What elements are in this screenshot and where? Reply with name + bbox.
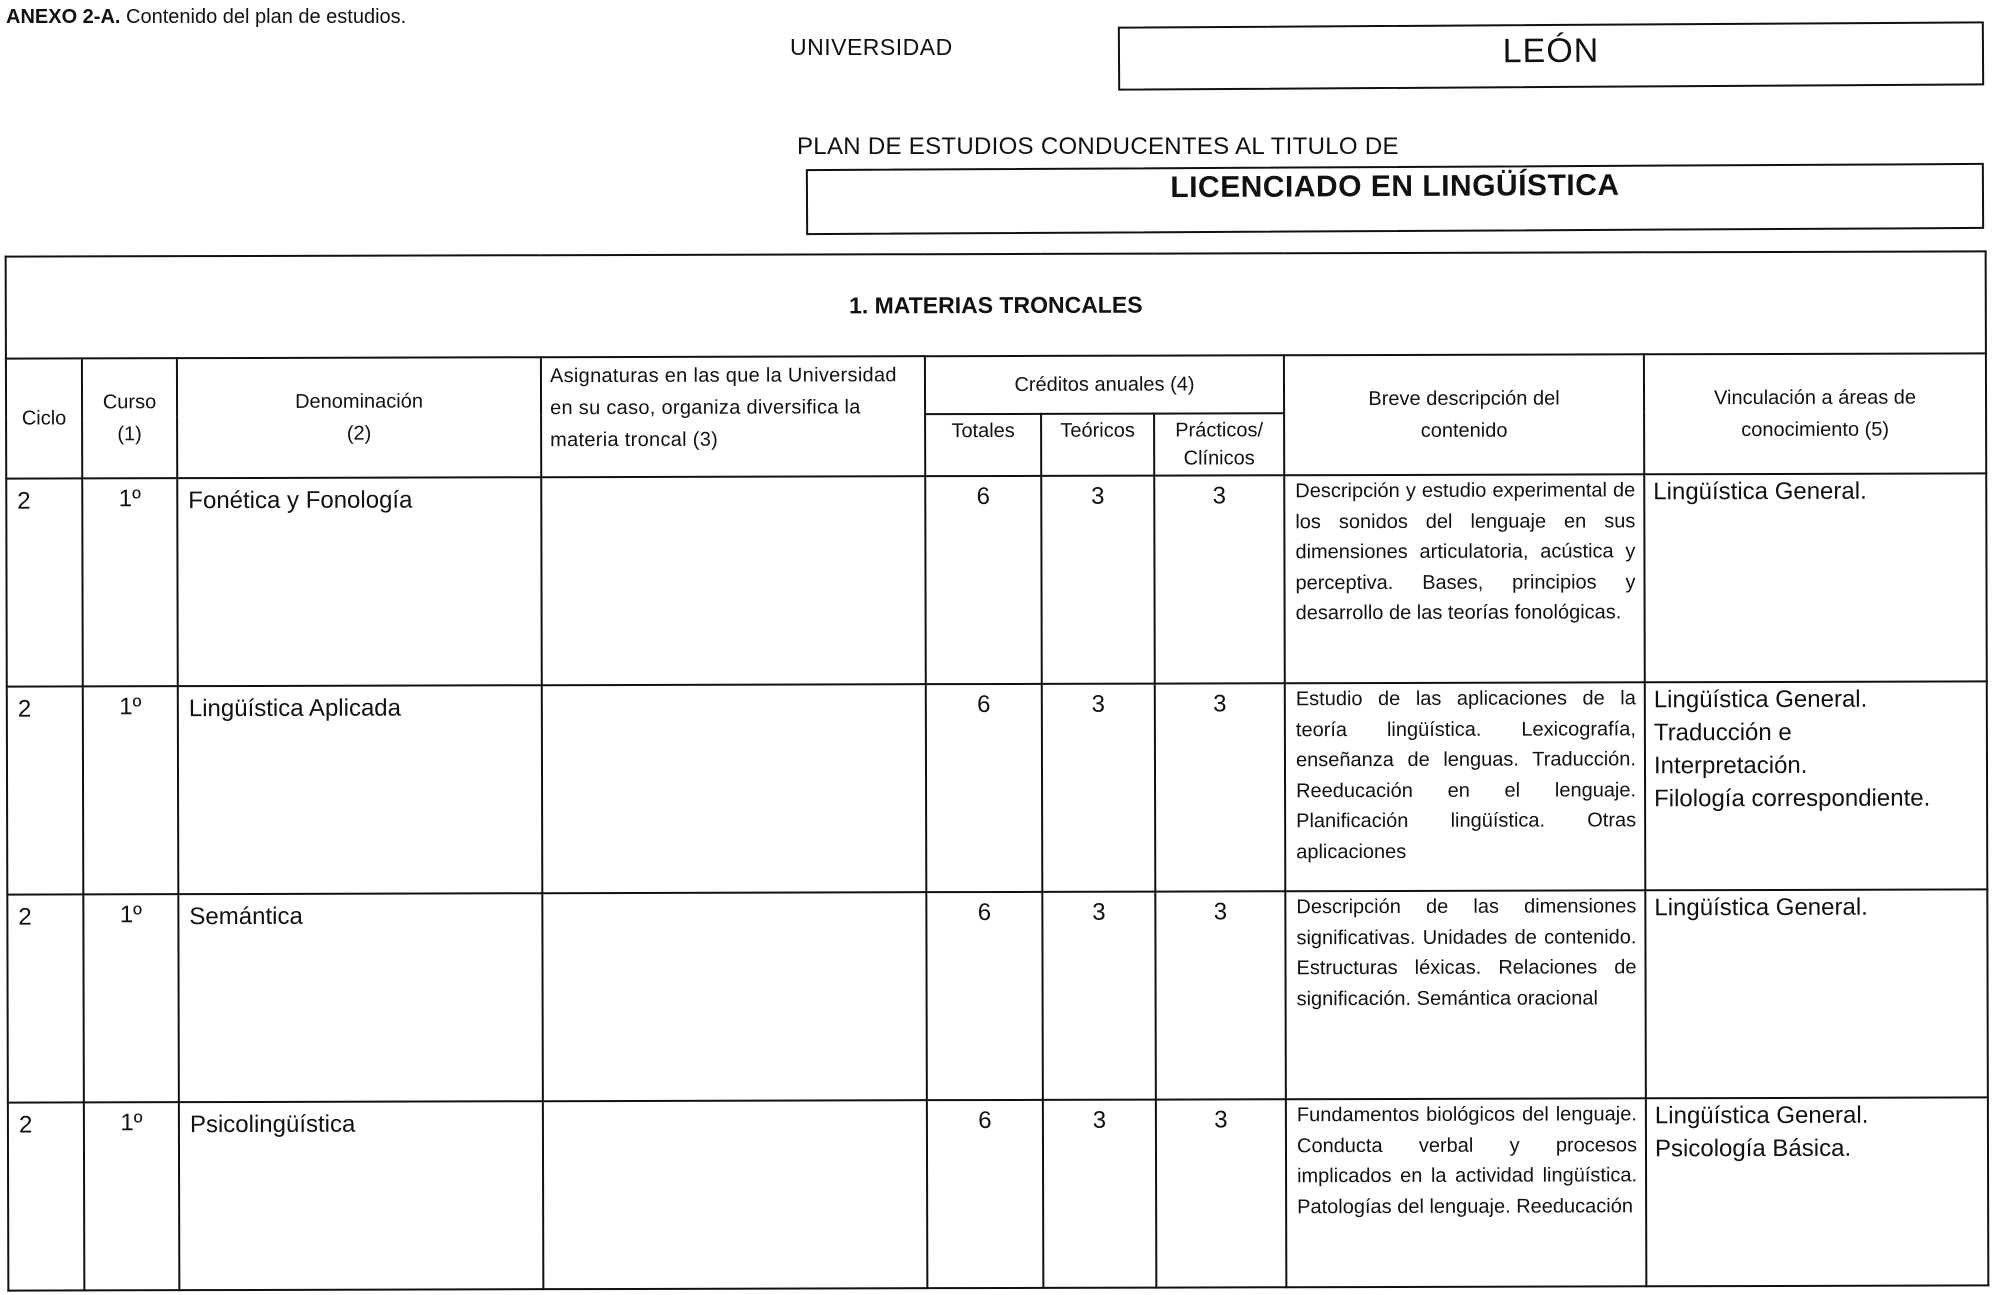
cell-teoricos: 3 xyxy=(1041,476,1155,684)
cell-practicos: 3 xyxy=(1155,683,1286,891)
university-label: UNIVERSIDAD xyxy=(790,34,953,60)
university-box xyxy=(1118,21,1984,90)
cell-vinculacion: Lingüística General. Traducción e Interpretación. Filología correspondiente. xyxy=(1645,681,1988,890)
degree-title-box xyxy=(806,163,1984,235)
table-row xyxy=(7,889,1988,1102)
cell-teoricos: 3 xyxy=(1042,684,1156,892)
cell-denominacion: Psicolingüística xyxy=(179,1101,543,1290)
cell-descripcion: Descripción y estudio experimental de los sonidos del lenguaje en sus dimensiones articulatoria, acústica y perceptiva. Bases, principios y desarrollo de las teorías fonológicas. xyxy=(1284,474,1645,683)
degree-title: LICENCIADO EN LINGÜÍSTICA xyxy=(1170,168,1620,205)
cell-asignaturas xyxy=(541,476,926,685)
cell-curso: 1º xyxy=(83,894,179,1102)
header-teoricos: Teóricos xyxy=(1041,414,1154,476)
annex-description: Contenido del plan de estudios. xyxy=(120,6,407,28)
cell-descripcion: Fundamentos biológicos del lenguaje. Conducta verbal y procesos implicados en la actividad lingüística. Patologías del lenguaje. Reeducación xyxy=(1286,1098,1646,1287)
cell-denominacion: Lingüística Aplicada xyxy=(178,685,543,894)
header-totales: Totales xyxy=(925,414,1041,476)
table-body xyxy=(6,251,1989,1290)
cell-ciclo: 2 xyxy=(7,686,84,894)
cell-ciclo: 2 xyxy=(7,894,84,1102)
cell-asignaturas xyxy=(542,684,927,893)
header-asignaturas: Asignaturas en las que la Universidad en su caso, organiza diversifica la materia troncal (3) xyxy=(541,356,925,477)
annex-title xyxy=(6,6,406,29)
cell-descripcion: Descripción de las dimensiones significativas. Unidades de contenido. Estructuras léxicas. Relaciones de significación. Semántica oracional xyxy=(1285,890,1646,1099)
cell-vinculacion: Lingüística General. xyxy=(1644,473,1987,682)
plan-label: PLAN DE ESTUDIOS CONDUCENTES AL TITULO DE xyxy=(797,133,1399,160)
header-denominacion: Denominación (2) xyxy=(177,357,541,478)
cell-practicos: 3 xyxy=(1156,1099,1286,1287)
header-practicos: Prácticos/ Clínicos xyxy=(1154,413,1284,475)
header-ciclo: Ciclo xyxy=(6,358,82,478)
header-vinculacion: Vinculación a áreas de conocimiento (5) xyxy=(1644,353,1986,474)
cell-ciclo: 2 xyxy=(6,478,83,686)
cell-totales: 6 xyxy=(927,1100,1043,1288)
table-row xyxy=(7,681,1988,894)
cell-vinculacion: Lingüística General. Psicología Básica. xyxy=(1646,1097,1989,1286)
header-creditos: Créditos anuales (4) xyxy=(925,355,1284,414)
cell-asignaturas xyxy=(543,1100,927,1289)
cell-teoricos: 3 xyxy=(1042,892,1156,1100)
table-row xyxy=(6,473,1987,686)
cell-descripcion: Estudio de las aplicaciones de la teoría lingüística. Lexicografía, enseñanza de lenguas. Traducción. Reeducación en el lenguaje. Planificación lingüística. Otras aplicaciones xyxy=(1285,682,1646,891)
materias-table xyxy=(5,250,1990,1291)
cell-totales: 6 xyxy=(926,892,1043,1100)
cell-ciclo: 2 xyxy=(8,1102,84,1290)
cell-practicos: 3 xyxy=(1155,891,1286,1099)
header-descripcion: Breve descripción del contenido xyxy=(1284,354,1644,475)
cell-curso: 1º xyxy=(84,1102,179,1290)
cell-vinculacion: Lingüística General. xyxy=(1645,889,1988,1098)
cell-asignaturas xyxy=(542,892,927,1101)
cell-denominacion: Semántica xyxy=(178,893,543,1102)
cell-curso: 1º xyxy=(82,478,178,686)
cell-teoricos: 3 xyxy=(1043,1100,1156,1288)
header-curso: Curso (1) xyxy=(82,358,177,478)
section-title: 1. MATERIAS TRONCALES xyxy=(6,251,1986,358)
cell-totales: 6 xyxy=(925,476,1042,684)
cell-denominacion: Fonética y Fonología xyxy=(177,477,542,686)
cell-totales: 6 xyxy=(926,684,1043,892)
annex-label: ANEXO 2-A. xyxy=(6,6,121,28)
cell-practicos: 3 xyxy=(1154,475,1285,683)
table-row xyxy=(8,1097,1989,1290)
university-value: LEÓN xyxy=(1502,31,1600,71)
cell-curso: 1º xyxy=(83,686,179,894)
